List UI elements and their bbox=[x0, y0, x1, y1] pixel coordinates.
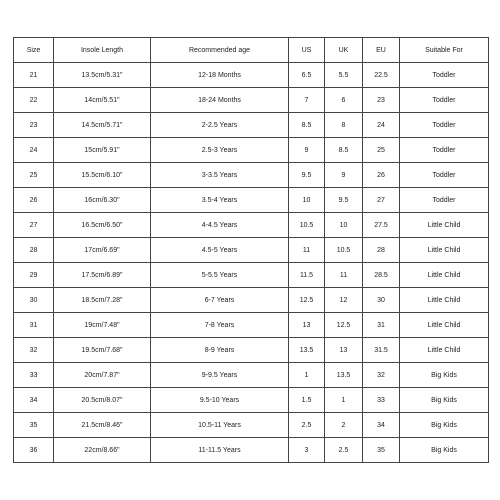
table-row bbox=[14, 63, 489, 88]
cell-size: 28 bbox=[14, 238, 54, 263]
cell-uk: 1 bbox=[325, 388, 363, 413]
table-row bbox=[14, 338, 489, 363]
cell-uk: 10 bbox=[325, 213, 363, 238]
cell-suitable-for: Toddler bbox=[400, 138, 489, 163]
table-header bbox=[14, 38, 489, 63]
cell-eu: 27 bbox=[363, 188, 400, 213]
cell-uk: 6 bbox=[325, 88, 363, 113]
cell-insole-length: 16cm/6.30" bbox=[54, 188, 151, 213]
cell-eu: 24 bbox=[363, 113, 400, 138]
cell-size: 36 bbox=[14, 438, 54, 463]
cell-us: 6.5 bbox=[289, 63, 325, 88]
cell-recommended-age: 10.5-11 Years bbox=[151, 413, 289, 438]
cell-recommended-age: 9.5-10 Years bbox=[151, 388, 289, 413]
cell-us: 2.5 bbox=[289, 413, 325, 438]
cell-us: 1.5 bbox=[289, 388, 325, 413]
cell-size: 31 bbox=[14, 313, 54, 338]
cell-us: 10.5 bbox=[289, 213, 325, 238]
cell-us: 11 bbox=[289, 238, 325, 263]
cell-suitable-for: Toddler bbox=[400, 88, 489, 113]
cell-size: 34 bbox=[14, 388, 54, 413]
cell-insole-length: 20cm/7.87" bbox=[54, 363, 151, 388]
cell-suitable-for: Toddler bbox=[400, 113, 489, 138]
cell-eu: 26 bbox=[363, 163, 400, 188]
cell-size: 32 bbox=[14, 338, 54, 363]
cell-eu: 27.5 bbox=[363, 213, 400, 238]
table-row bbox=[14, 188, 489, 213]
cell-us: 10 bbox=[289, 188, 325, 213]
cell-uk: 10.5 bbox=[325, 238, 363, 263]
cell-us: 1 bbox=[289, 363, 325, 388]
cell-us: 3 bbox=[289, 438, 325, 463]
cell-uk: 13 bbox=[325, 338, 363, 363]
cell-recommended-age: 3-3.5 Years bbox=[151, 163, 289, 188]
cell-uk: 2.5 bbox=[325, 438, 363, 463]
cell-eu: 32 bbox=[363, 363, 400, 388]
cell-eu: 33 bbox=[363, 388, 400, 413]
cell-eu: 28 bbox=[363, 238, 400, 263]
cell-insole-length: 19.5cm/7.68" bbox=[54, 338, 151, 363]
header-eu: EU bbox=[363, 38, 400, 63]
table-row bbox=[14, 313, 489, 338]
cell-suitable-for: Big Kids bbox=[400, 413, 489, 438]
header-uk: UK bbox=[325, 38, 363, 63]
cell-eu: 35 bbox=[363, 438, 400, 463]
cell-uk: 8.5 bbox=[325, 138, 363, 163]
cell-insole-length: 17.5cm/6.89" bbox=[54, 263, 151, 288]
cell-eu: 23 bbox=[363, 88, 400, 113]
cell-eu: 31 bbox=[363, 313, 400, 338]
cell-suitable-for: Toddler bbox=[400, 188, 489, 213]
cell-size: 33 bbox=[14, 363, 54, 388]
cell-uk: 9.5 bbox=[325, 188, 363, 213]
table-row bbox=[14, 113, 489, 138]
cell-size: 22 bbox=[14, 88, 54, 113]
cell-recommended-age: 2-2.5 Years bbox=[151, 113, 289, 138]
cell-size: 29 bbox=[14, 263, 54, 288]
table-row bbox=[14, 163, 489, 188]
cell-us: 13 bbox=[289, 313, 325, 338]
cell-suitable-for: Toddler bbox=[400, 63, 489, 88]
cell-recommended-age: 3.5-4 Years bbox=[151, 188, 289, 213]
table-row bbox=[14, 263, 489, 288]
cell-suitable-for: Little Child bbox=[400, 313, 489, 338]
cell-us: 11.5 bbox=[289, 263, 325, 288]
cell-recommended-age: 11-11.5 Years bbox=[151, 438, 289, 463]
cell-insole-length: 16.5cm/6.50" bbox=[54, 213, 151, 238]
cell-uk: 8 bbox=[325, 113, 363, 138]
cell-us: 7 bbox=[289, 88, 325, 113]
cell-us: 9 bbox=[289, 138, 325, 163]
cell-eu: 28.5 bbox=[363, 263, 400, 288]
cell-us: 13.5 bbox=[289, 338, 325, 363]
table-row bbox=[14, 213, 489, 238]
cell-insole-length: 15cm/5.91" bbox=[54, 138, 151, 163]
cell-uk: 5.5 bbox=[325, 63, 363, 88]
cell-insole-length: 19cm/7.48" bbox=[54, 313, 151, 338]
cell-uk: 11 bbox=[325, 263, 363, 288]
table-row bbox=[14, 388, 489, 413]
cell-us: 9.5 bbox=[289, 163, 325, 188]
cell-us: 8.5 bbox=[289, 113, 325, 138]
table-row bbox=[14, 288, 489, 313]
cell-insole-length: 15.5cm/6.10" bbox=[54, 163, 151, 188]
header-us: US bbox=[289, 38, 325, 63]
cell-eu: 34 bbox=[363, 413, 400, 438]
cell-recommended-age: 8-9 Years bbox=[151, 338, 289, 363]
cell-recommended-age: 4-4.5 Years bbox=[151, 213, 289, 238]
cell-recommended-age: 6-7 Years bbox=[151, 288, 289, 313]
header-row bbox=[14, 38, 489, 63]
cell-uk: 9 bbox=[325, 163, 363, 188]
cell-eu: 30 bbox=[363, 288, 400, 313]
cell-size: 26 bbox=[14, 188, 54, 213]
cell-suitable-for: Little Child bbox=[400, 288, 489, 313]
cell-uk: 2 bbox=[325, 413, 363, 438]
cell-eu: 22.5 bbox=[363, 63, 400, 88]
cell-suitable-for: Little Child bbox=[400, 213, 489, 238]
cell-suitable-for: Little Child bbox=[400, 263, 489, 288]
table-row bbox=[14, 438, 489, 463]
cell-uk: 12.5 bbox=[325, 313, 363, 338]
table-row bbox=[14, 238, 489, 263]
cell-insole-length: 14cm/5.51" bbox=[54, 88, 151, 113]
cell-suitable-for: Toddler bbox=[400, 163, 489, 188]
cell-insole-length: 13.5cm/5.31" bbox=[54, 63, 151, 88]
table-body bbox=[14, 63, 489, 463]
cell-insole-length: 20.5cm/8.07" bbox=[54, 388, 151, 413]
table-row bbox=[14, 138, 489, 163]
header-insole-length: Insole Length bbox=[54, 38, 151, 63]
cell-size: 35 bbox=[14, 413, 54, 438]
header-size: Size bbox=[14, 38, 54, 63]
cell-suitable-for: Big Kids bbox=[400, 363, 489, 388]
size-chart-table bbox=[13, 37, 489, 463]
cell-suitable-for: Big Kids bbox=[400, 438, 489, 463]
header-suitable-for: Suitable For bbox=[400, 38, 489, 63]
cell-insole-length: 14.5cm/5.71" bbox=[54, 113, 151, 138]
cell-uk: 13.5 bbox=[325, 363, 363, 388]
cell-size: 27 bbox=[14, 213, 54, 238]
cell-us: 12.5 bbox=[289, 288, 325, 313]
cell-size: 25 bbox=[14, 163, 54, 188]
cell-eu: 25 bbox=[363, 138, 400, 163]
cell-insole-length: 18.5cm/7.28" bbox=[54, 288, 151, 313]
cell-size: 24 bbox=[14, 138, 54, 163]
cell-size: 21 bbox=[14, 63, 54, 88]
table-row bbox=[14, 413, 489, 438]
cell-recommended-age: 5-5.5 Years bbox=[151, 263, 289, 288]
cell-insole-length: 21.5cm/8.46" bbox=[54, 413, 151, 438]
cell-suitable-for: Little Child bbox=[400, 338, 489, 363]
cell-recommended-age: 2.5-3 Years bbox=[151, 138, 289, 163]
cell-recommended-age: 18-24 Months bbox=[151, 88, 289, 113]
header-recommended-age: Recommended age bbox=[151, 38, 289, 63]
cell-eu: 31.5 bbox=[363, 338, 400, 363]
cell-size: 23 bbox=[14, 113, 54, 138]
cell-recommended-age: 12-18 Months bbox=[151, 63, 289, 88]
cell-insole-length: 17cm/6.69" bbox=[54, 238, 151, 263]
cell-recommended-age: 4.5-5 Years bbox=[151, 238, 289, 263]
cell-suitable-for: Big Kids bbox=[400, 388, 489, 413]
cell-recommended-age: 9-9.5 Years bbox=[151, 363, 289, 388]
table-row bbox=[14, 363, 489, 388]
cell-insole-length: 22cm/8.66" bbox=[54, 438, 151, 463]
table-row bbox=[14, 88, 489, 113]
cell-uk: 12 bbox=[325, 288, 363, 313]
cell-size: 30 bbox=[14, 288, 54, 313]
cell-suitable-for: Little Child bbox=[400, 238, 489, 263]
cell-recommended-age: 7-8 Years bbox=[151, 313, 289, 338]
